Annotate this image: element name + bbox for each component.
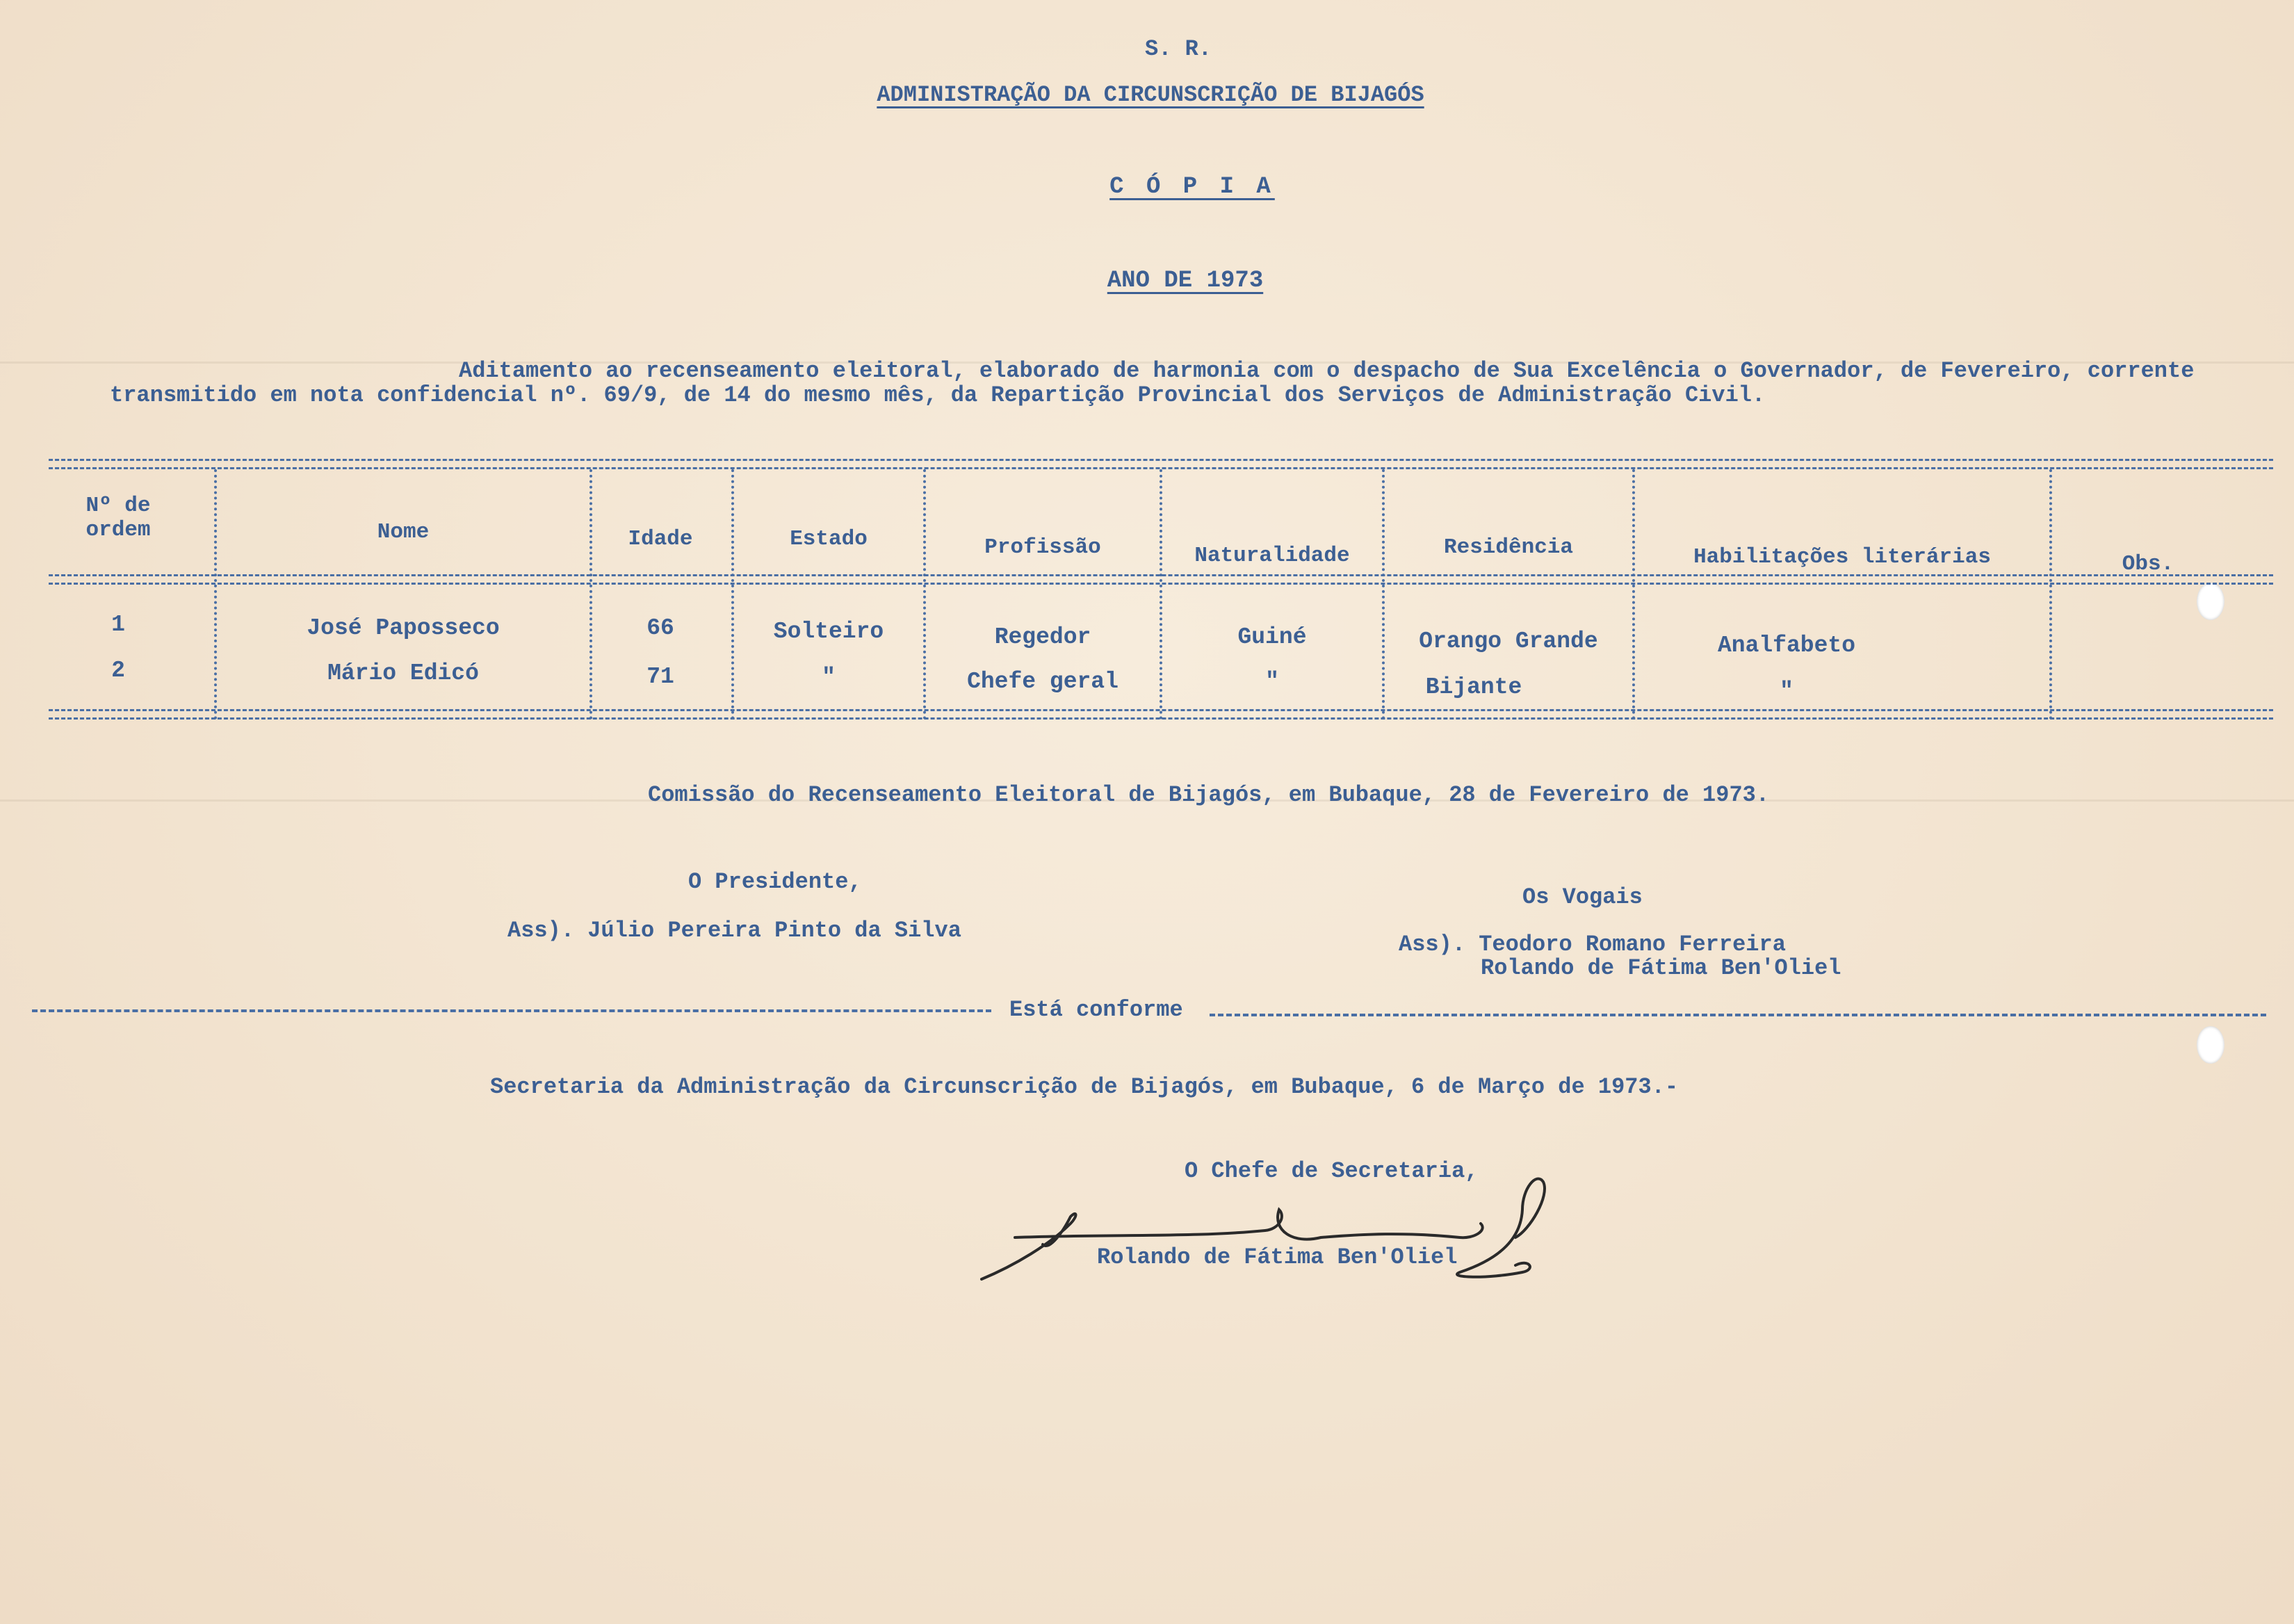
header-year: ANO DE 1973	[1107, 268, 1264, 294]
vogais-signature-2: Rolando de Fátima Ben'Oliel	[1481, 955, 1841, 981]
column-divider	[923, 469, 926, 720]
commission-line: Comissão do Recenseamento Eleitoral de Bijagós, em Bubaque, 28 de Fevereiro de 1973.	[648, 782, 1770, 808]
header-age: Idade	[628, 527, 693, 551]
secretaria-line: Secretaria da Administração da Circunscrição de Bijagós, em Bubaque, 6 de Março de 1973.-	[490, 1074, 1679, 1100]
cell-residence: Bijante	[1425, 674, 1522, 700]
conforme-label: Está conforme	[1009, 997, 1183, 1023]
header-administration: ADMINISTRAÇÃO DA CIRCUNSCRIÇÃO DE BIJAGÓS	[877, 82, 1424, 108]
column-divider	[731, 469, 734, 720]
column-divider	[2049, 469, 2052, 720]
header-name: Nome	[377, 520, 430, 544]
president-title: O Presidente,	[688, 869, 862, 895]
header-obs: Obs.	[2122, 552, 2174, 576]
chefe-title: O Chefe de Secretaria,	[1185, 1158, 1479, 1184]
column-divider	[1382, 469, 1385, 720]
header-education: Habilitações literárias	[1693, 545, 1991, 569]
header-order-line1: Nº de	[86, 494, 151, 518]
punch-hole	[2197, 583, 2224, 620]
cell-education: Analfabeto	[1717, 633, 1856, 658]
column-divider	[1632, 469, 1635, 720]
cell-age: 71	[646, 664, 674, 690]
intro-line-2: transmitido em nota confidencial nº. 69/9, de 14 do mesmo mês, da Repartição Provincial dos Serviços de Administração Civil.	[110, 382, 1766, 408]
cell-name: Mário Edicó	[327, 660, 479, 686]
cell-name: José Paposseco	[307, 615, 500, 641]
header-copy: C Ó P I A	[1109, 174, 1275, 200]
intro-line-1: Aditamento ao recenseamento eleitoral, elaborado de harmonia com o despacho de Sua Excelência o Governador, de Fevereiro, corrente	[459, 358, 2195, 384]
header-sr: S. R.	[1144, 36, 1212, 62]
vogais-signature-1: Ass). Teodoro Romano Ferreira	[1399, 932, 1786, 957]
column-divider	[589, 469, 592, 720]
cell-profession: Regedor	[994, 624, 1091, 650]
cell-education: "	[1780, 679, 1793, 704]
column-divider	[214, 469, 217, 720]
cell-nationality: "	[1265, 669, 1279, 695]
dashed-rule	[32, 1009, 991, 1012]
chefe-name: Rolando de Fátima Ben'Oliel	[1097, 1244, 1458, 1270]
cell-status: "	[822, 665, 836, 690]
cell-status: Solteiro	[773, 619, 884, 644]
cell-profession: Chefe geral	[967, 669, 1118, 695]
cell-order: 1	[111, 612, 125, 638]
column-divider	[1160, 469, 1162, 720]
cell-nationality: Guiné	[1237, 624, 1307, 650]
punch-hole	[2197, 1026, 2224, 1064]
vogais-title: Os Vogais	[1522, 884, 1643, 910]
table-top-rule	[49, 459, 2273, 469]
cell-residence: Orango Grande	[1419, 628, 1598, 654]
header-residence: Residência	[1443, 535, 1574, 560]
header-nationality: Naturalidade	[1194, 544, 1350, 568]
header-order-line2: ordem	[86, 518, 151, 542]
cell-age: 66	[646, 615, 674, 641]
header-status: Estado	[790, 527, 868, 551]
header-profession: Profissão	[984, 535, 1101, 560]
header-order	[56, 494, 181, 542]
dashed-rule	[1210, 1014, 2266, 1016]
president-signature: Ass). Júlio Pereira Pinto da Silva	[507, 918, 961, 943]
cell-order: 2	[111, 658, 125, 683]
